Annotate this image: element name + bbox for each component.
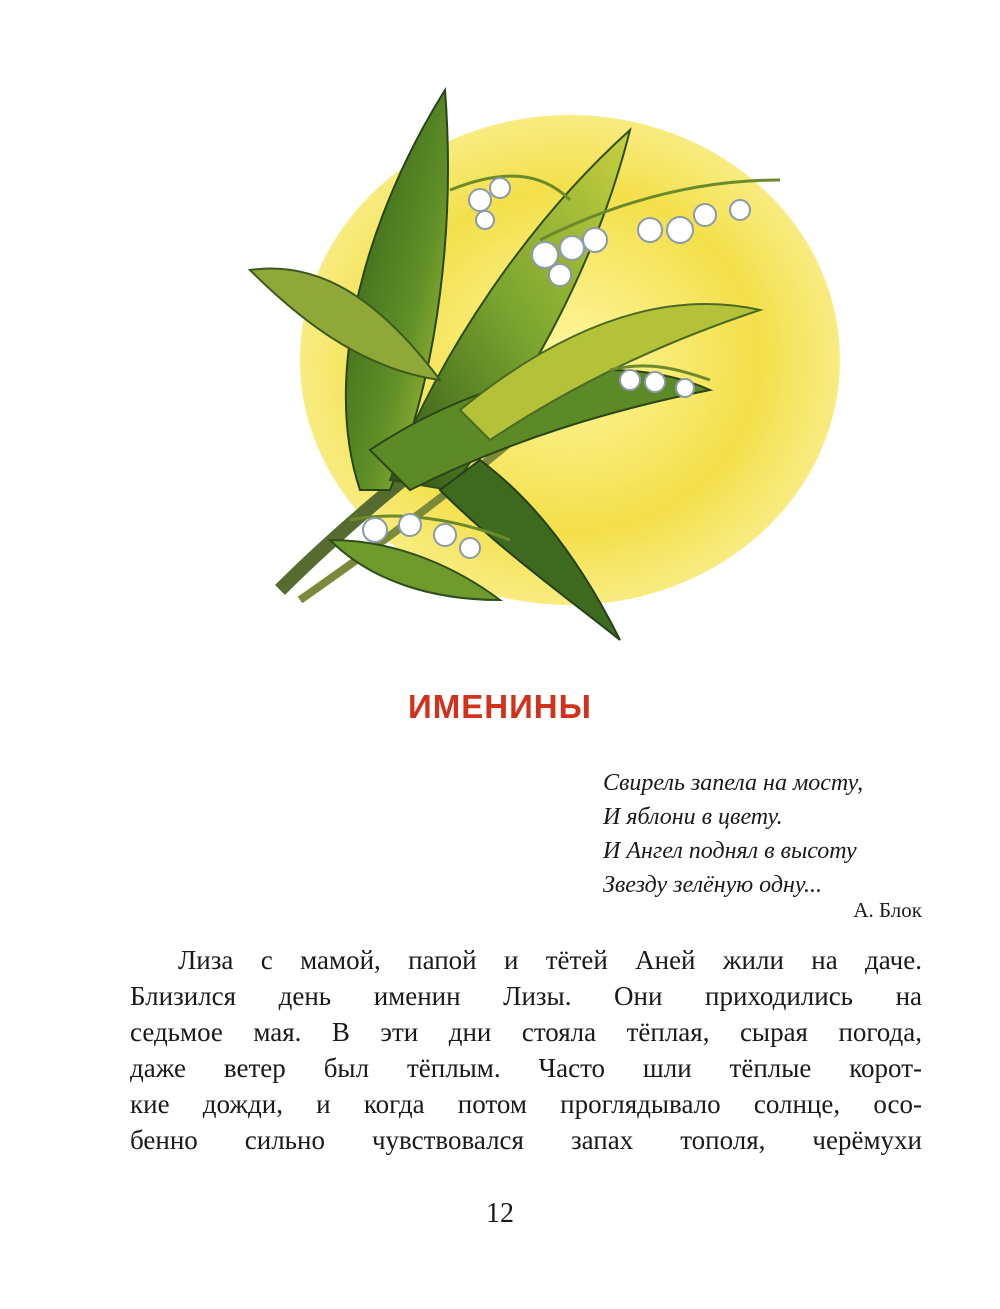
- body-line: бенно сильно чувствовался запах тополя, черёмухи: [130, 1125, 922, 1155]
- page-number: 12: [486, 1198, 514, 1229]
- body-text: [130, 942, 922, 1158]
- epigraph-line: Звезду зелёную одну...: [603, 872, 823, 898]
- body-line: даже ветер был тёплым. Часто шли тёплые корот-: [130, 1053, 922, 1083]
- epigraph: [603, 766, 933, 902]
- lily-of-the-valley-illustration: [240, 70, 840, 650]
- epigraph-line: И яблони в цвету.: [603, 804, 783, 830]
- body-line: кие дожди, и когда потом проглядывало солнце, осо-: [130, 1089, 922, 1119]
- epigraph-line: Свирель запела на мосту,: [603, 770, 864, 796]
- body-line: седьмое мая. В эти дни стояла тёплая, сырая погода,: [130, 1017, 922, 1047]
- chapter-title: ИМЕНИНЫ: [408, 688, 592, 725]
- epigraph-author: А. Блок: [853, 898, 922, 922]
- epigraph-line: И Ангел поднял в высоту: [603, 838, 857, 864]
- body-line: Лиза с мамой, папой и тётей Аней жили на даче.: [178, 945, 922, 975]
- body-line: Близился день именин Лизы. Они приходились на: [130, 981, 922, 1011]
